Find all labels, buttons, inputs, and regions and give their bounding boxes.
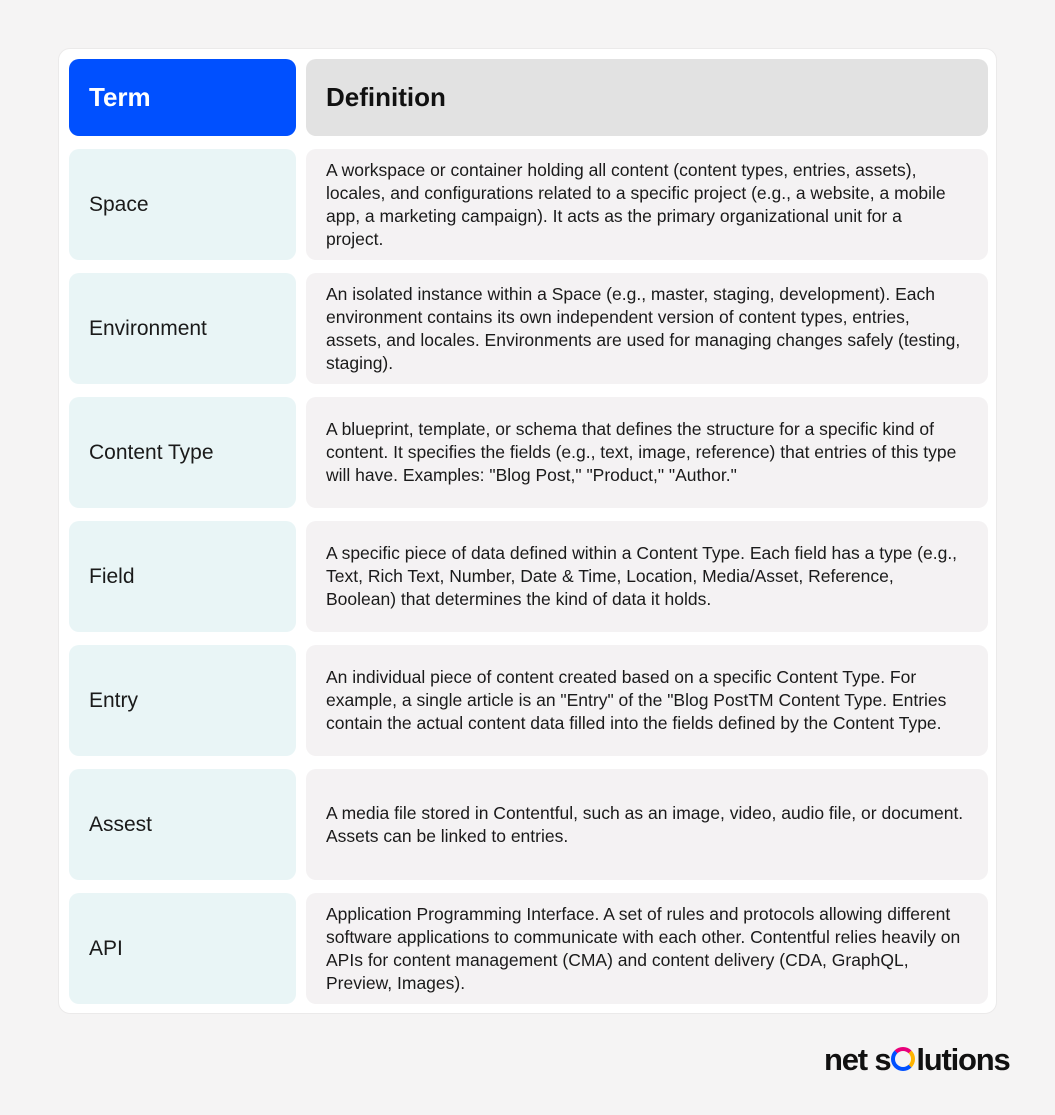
term-cell-field bbox=[69, 521, 296, 632]
logo-ring-icon bbox=[891, 1047, 915, 1071]
header-definition-label: Definition bbox=[326, 82, 446, 112]
term-cell-content-type bbox=[69, 397, 296, 508]
definition-cell-assest bbox=[306, 769, 988, 880]
definition-text: An individual piece of content created based on a specific Content Type. For example, a single article is an "Entry" of the "Blog PostTM Content Type. Entries contain the actual content data filled into the fields defined by the Content Type. bbox=[326, 667, 947, 733]
term-label: Field bbox=[89, 564, 135, 588]
net-solutions-logo bbox=[824, 1042, 1010, 1078]
term-cell-space bbox=[69, 149, 296, 260]
term-label: API bbox=[89, 936, 123, 960]
logo-suffix: lutions bbox=[916, 1042, 1010, 1077]
definition-cell-content-type bbox=[306, 397, 988, 508]
definition-text: Application Programming Interface. A set of rules and protocols allowing different software applications to communicate with each other. Contentful relies heavily on APIs for content management (CMA) and content delivery (CDA, GraphQL, Preview, Images). bbox=[326, 903, 961, 993]
logo-prefix: net s bbox=[824, 1042, 891, 1077]
definition-text: A media file stored in Contentful, such as an image, video, audio file, or document. Assets can be linked to entries. bbox=[326, 802, 964, 846]
definition-text: A specific piece of data defined within a Content Type. Each field has a type (e.g., Text, Rich Text, Number, Date & Time, Location, Media/Asset, Reference, Boolean) that determines the kind of data it holds. bbox=[326, 543, 958, 609]
definition-cell-environment bbox=[306, 273, 988, 384]
header-term-cell bbox=[69, 59, 296, 136]
term-label: Assest bbox=[89, 812, 153, 836]
term-cell-environment bbox=[69, 273, 296, 384]
term-label: Space bbox=[89, 192, 149, 216]
term-label: Content Type bbox=[89, 440, 214, 464]
header-term-label: Term bbox=[89, 82, 151, 112]
term-label: Entry bbox=[89, 688, 139, 712]
definition-text: A workspace or container holding all content (content types, entries, assets), locales, and configurations related to a specific project (e.g., a website, a mobile app, a marketing campaign). It acts as the primary organizational unit for a project. bbox=[326, 159, 946, 249]
definition-text: An isolated instance within a Space (e.g., master, staging, development). Each environment contains its own independent version of content types, entries, assets, and locales. Environments are used for managing changes safely (testing, staging). bbox=[326, 283, 961, 373]
term-cell-api bbox=[69, 893, 296, 1004]
definition-cell-api bbox=[306, 893, 988, 1004]
definition-cell-field bbox=[306, 521, 988, 632]
term-cell-assest bbox=[69, 769, 296, 880]
definition-cell-space bbox=[306, 149, 988, 260]
term-label: Environment bbox=[89, 316, 207, 340]
header-definition-cell bbox=[306, 59, 988, 136]
glossary-table bbox=[58, 48, 997, 1014]
definition-text: A blueprint, template, or schema that defines the structure for a specific kind of content. It specifies the fields (e.g., text, image, reference) that entries of this type will have. Examples: "Blog Post," "Product," "Author." bbox=[326, 419, 957, 485]
term-cell-entry bbox=[69, 645, 296, 756]
definition-cell-entry bbox=[306, 645, 988, 756]
